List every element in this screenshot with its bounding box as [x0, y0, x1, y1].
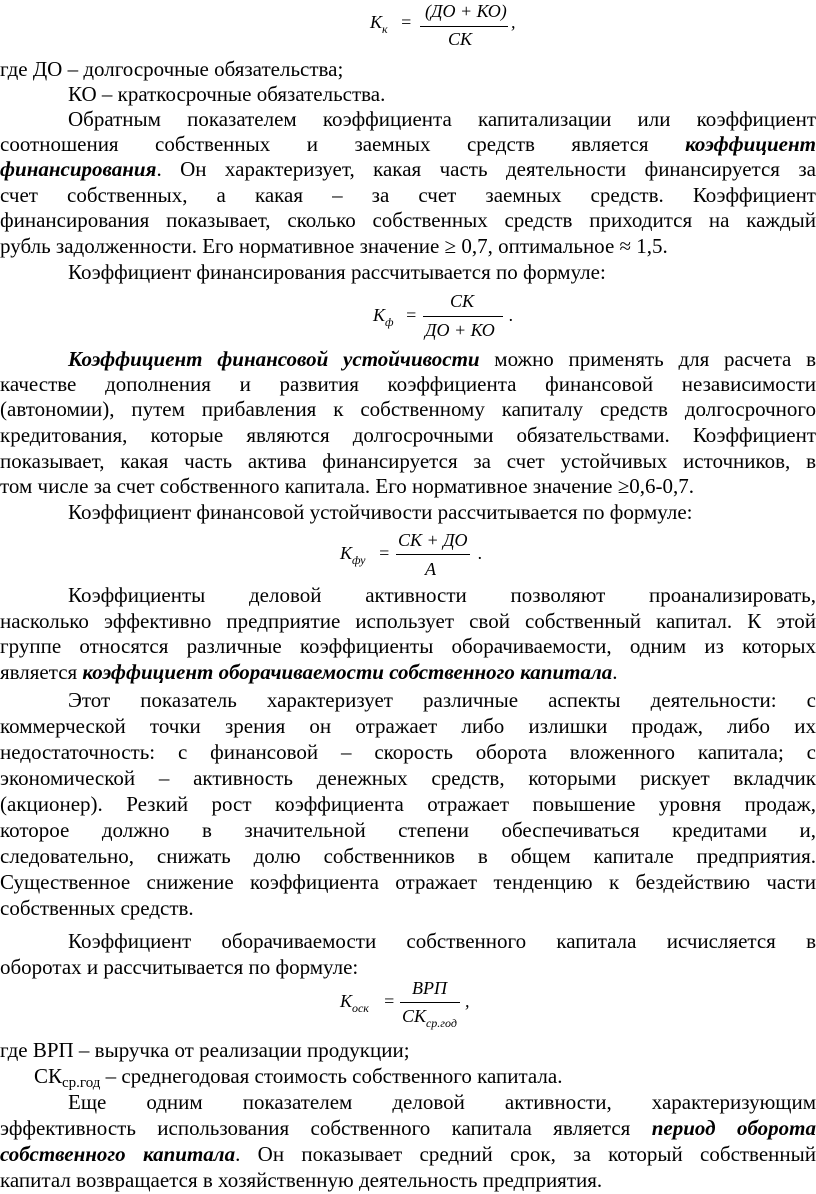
formula-punct: , [465, 991, 470, 1011]
text-line: соотношения собственных и заемных средств является коэффициент [0, 132, 816, 156]
text-line: где ДО – долгосрочные обязательства; [0, 57, 344, 81]
text-line: собственного капитала. Он показывает средний срок, за который собственный [0, 1142, 816, 1166]
text-line: (акционер). Резкий рост коэффициента отражает повышение уровня продаж, [0, 792, 816, 816]
fraction-bar [420, 26, 508, 27]
formula-symbol: $К_ф$ [373, 305, 394, 329]
text-line: недостаточность: с финансовой – скорость оборота вложенного капитала; с [0, 740, 816, 764]
formula-eq: = [378, 543, 391, 563]
formula-eq: = [383, 991, 396, 1011]
text-line: насколько эффективно предприятие использует свой собственный капитал. К этой [0, 609, 816, 633]
formula-numerator: СК + ДО [398, 530, 468, 550]
fraction-bar [396, 554, 470, 555]
formula-denominator: $СК_{ср.год}$ [402, 1006, 457, 1030]
text-line: (автономии), путем прибавления к собственному капиталу средств долгосрочного [0, 397, 816, 421]
formula-punct: . [509, 305, 514, 325]
text-line: является коэффициент оборачиваемости собственного капитала. [0, 660, 618, 684]
text-line: Еще одним показателем деловой активности, характеризующим [68, 1090, 816, 1114]
text-line: кредитования, которые являются долгосрочными обязательствами. Коэффициент [0, 423, 816, 447]
text-line: показывает, какая часть актива финансируется за счет устойчивых источников, в [0, 449, 816, 473]
text-line: коммерческой точки зрения он отражает либо излишки продаж, либо их [0, 714, 816, 738]
text-line: том числе за счет собственного капитала. Его нормативное значение ≥0,6-0,7. [0, 474, 694, 498]
fraction-bar [423, 316, 503, 317]
text-line: капитал возвращается в хозяйственную деятельность предприятия. [0, 1168, 603, 1192]
formula-eq: = [400, 12, 413, 32]
formula-eq: = [405, 305, 418, 325]
text-line: рубль задолженности. Его нормативное значение ≥ 0,7, оптимальное ≈ 1,5. [0, 234, 668, 258]
text-line: Коэффициент финансирования рассчитывается по формуле: [68, 260, 606, 284]
text-line: Коэффициенты деловой активности позволяют проанализировать, [68, 583, 816, 607]
text-line: эффективность использования собственного капитала является период оборота [0, 1116, 816, 1140]
text-line: следовательно, снижать долю собственников в общем капитале предприятия. [0, 844, 816, 868]
text-line: финансирования. Он характеризует, какая часть деятельности финансируется за [0, 157, 816, 181]
text-line: счет собственных, а какая – за счет заемных средств. Коэффициент [0, 183, 816, 207]
formula-numerator: СК [450, 291, 474, 311]
text-line: Этот показатель характеризует различные аспекты деятельности: с [68, 688, 816, 712]
fraction-bar [400, 1002, 460, 1003]
text-line: $СК_{ср.год}$ – среднегодовая стоимость собственного капитала. [34, 1064, 563, 1091]
text-line: группе относятся различные коэффициенты оборачиваемости, одним из которых [0, 634, 816, 658]
formula-symbol: $К_{фу}$ [340, 543, 366, 567]
formula-denominator: СК [448, 29, 472, 49]
text-line: Обратным показателем коэффициента капитализации или коэффициент [68, 107, 816, 131]
text-line: оборотах и рассчитывается по формуле: [0, 955, 359, 979]
formula-denominator: А [425, 559, 436, 579]
formula-numerator: (ДО + КО) [425, 1, 507, 21]
text-line: собственных средств. [0, 896, 194, 920]
text-line: Коэффициент финансовой устойчивости рассчитывается по формуле: [68, 500, 693, 524]
text-line: Коэффициент оборачиваемости собственного капитала исчисляется в [68, 929, 816, 953]
text-line: Коэффициент финансовой устойчивости можно применять для расчета в [68, 347, 816, 371]
text-line: качестве дополнения и развития коэффициента финансовой независимости [0, 372, 816, 396]
text-line: которое должно в значительной степени обеспечиваться кредитами и, [0, 818, 816, 842]
formula-denominator: ДО + КО [425, 320, 495, 340]
text-line: Существенное снижение коэффициента отражает тенденцию к бездействию части [0, 870, 816, 894]
formula-symbol: $К_{оск}$ [340, 991, 369, 1015]
text-line: финансирования показывает, сколько собственных средств приходится на каждый [0, 208, 816, 232]
formula-symbol: $К_к$ [370, 12, 388, 36]
text-line: экономической – активность денежных средств, которыми рискует вкладчик [0, 766, 816, 790]
formula-numerator: ВРП [412, 978, 447, 998]
text-line: КО – краткосрочные обязательства. [68, 82, 386, 106]
text-line: где ВРП – выручка от реализации продукции; [0, 1038, 410, 1062]
formula-punct: . [478, 543, 483, 563]
formula-punct: , [511, 12, 516, 32]
